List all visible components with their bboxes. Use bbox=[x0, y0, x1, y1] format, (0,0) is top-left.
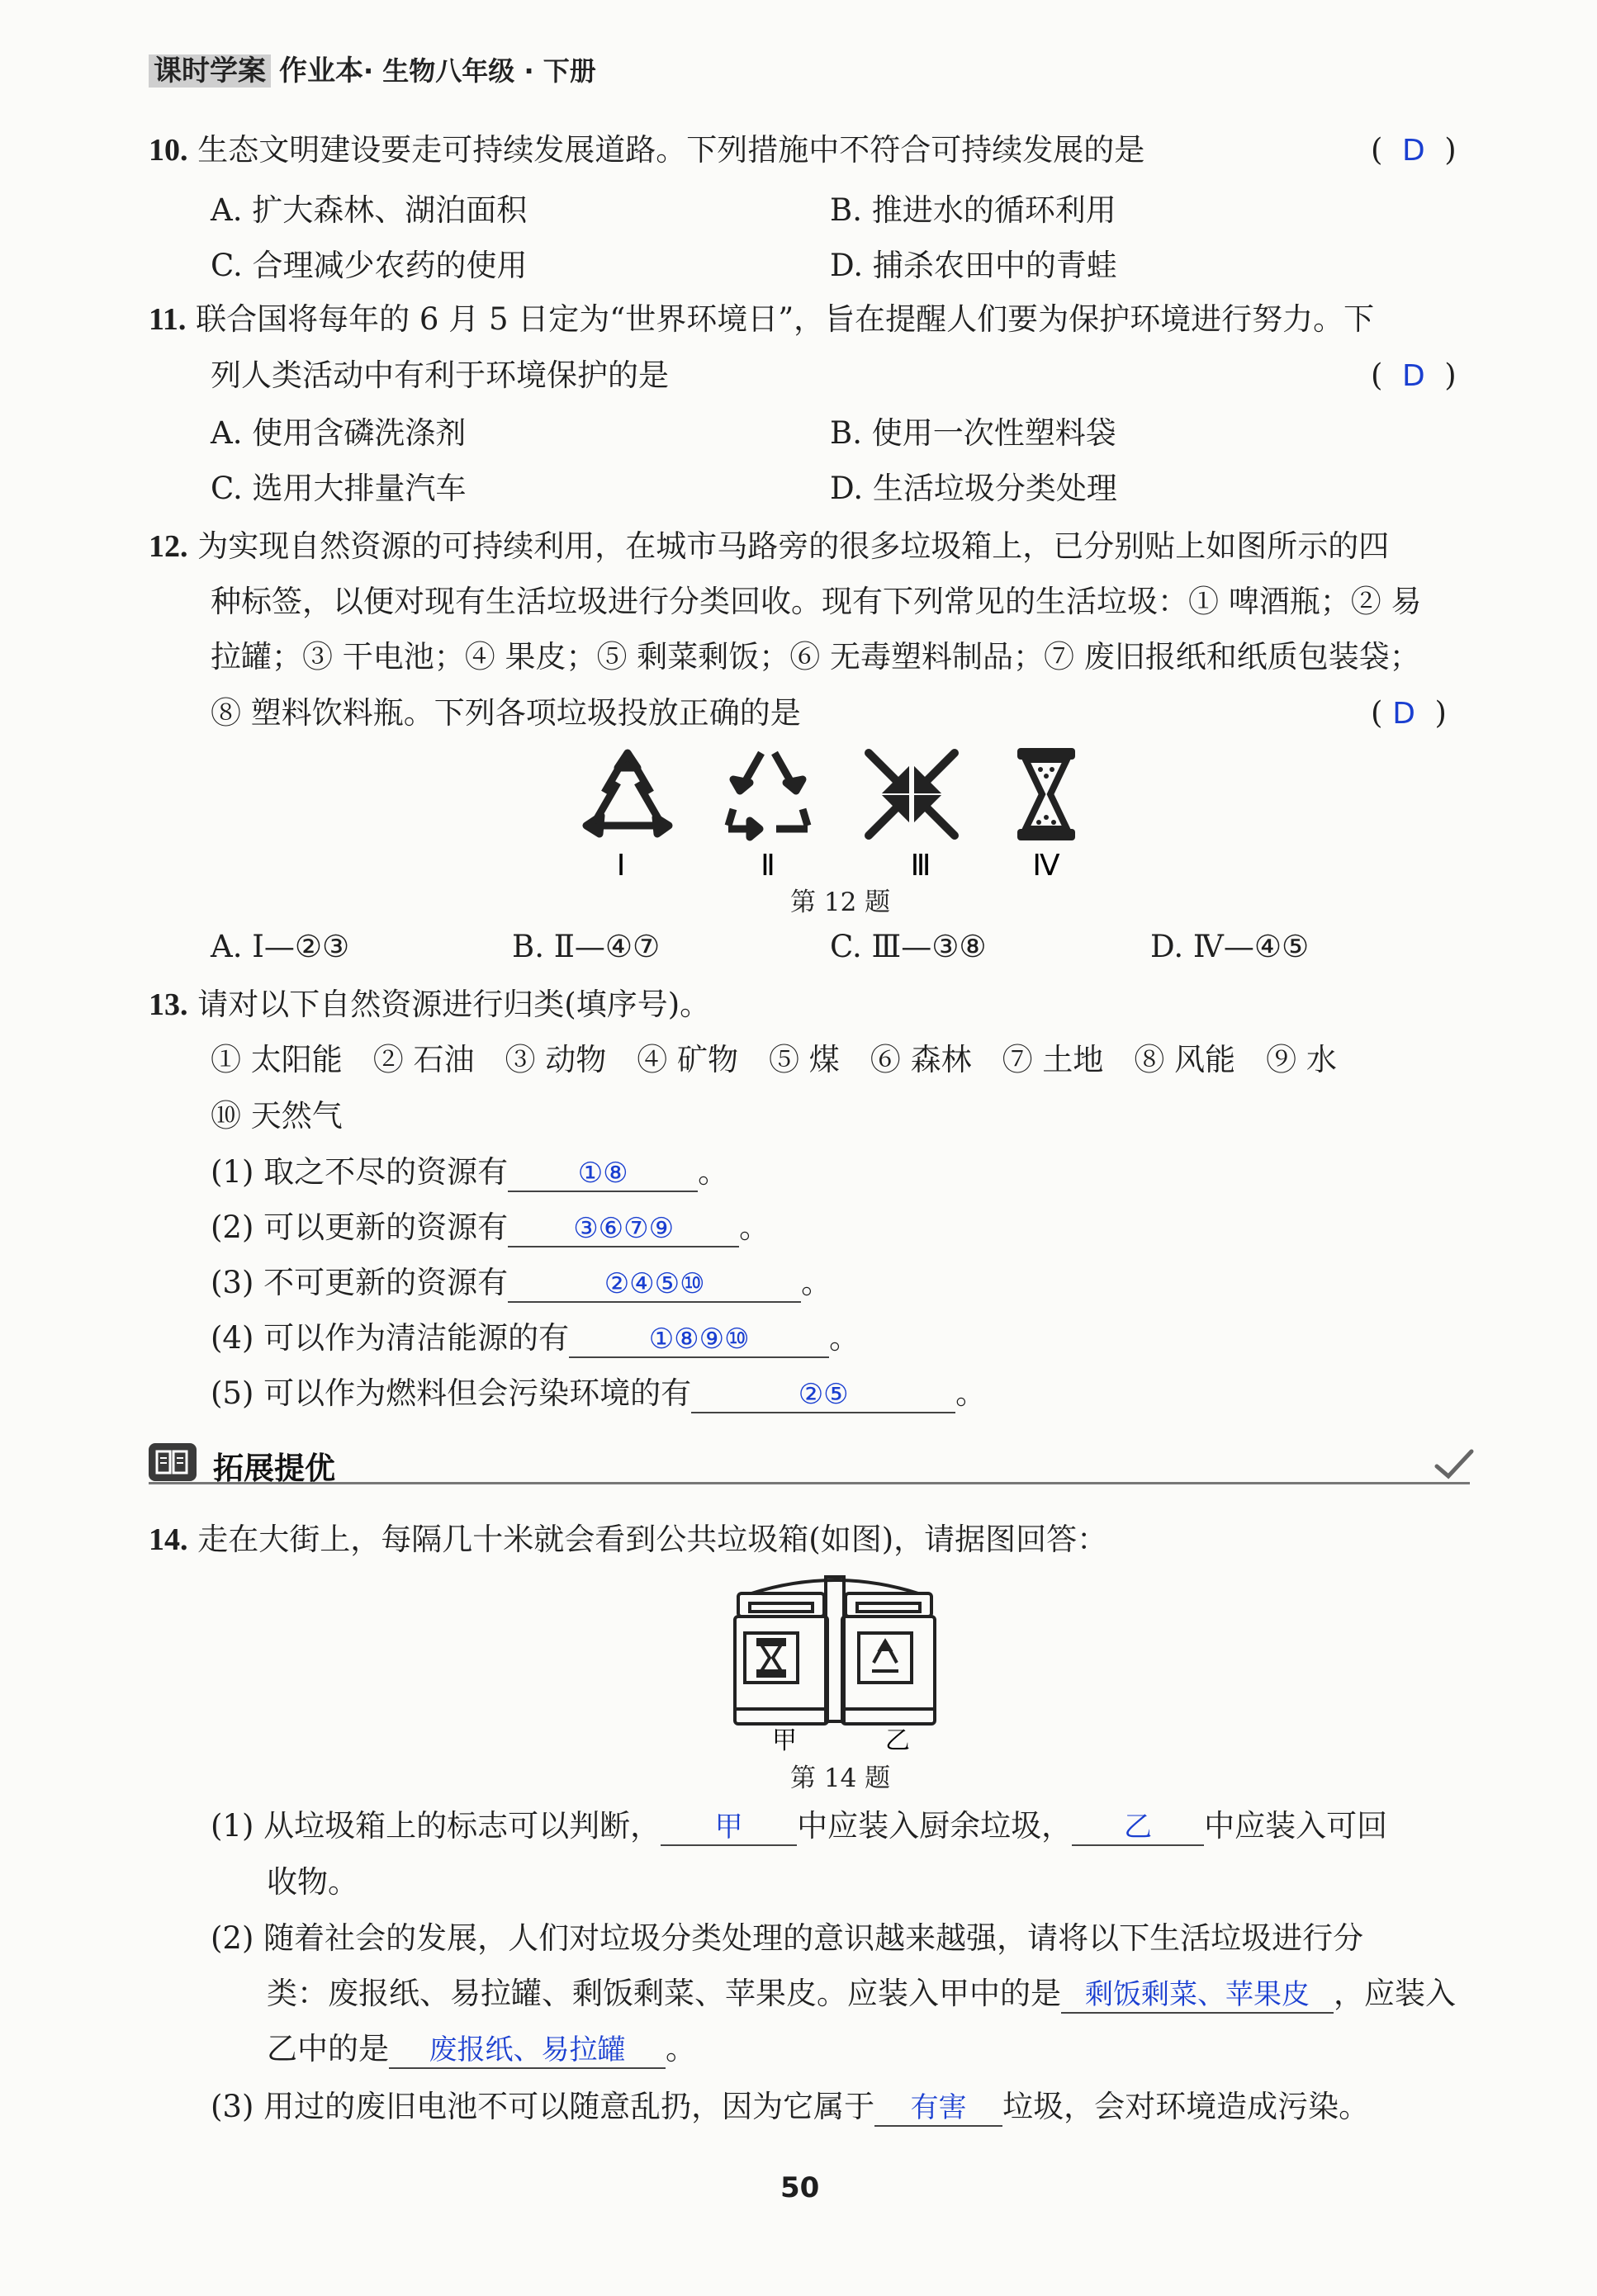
q13-items-1: ① 太阳能 ② 石油 ③ 动物 ④ 矿物 ⑤ 煤 ⑥ 森林 ⑦ 土地 ⑧ 风能 ⑨ 水 bbox=[211, 1042, 1337, 1077]
q13-sub-2-label: (2) 可以更新的资源有 bbox=[211, 1210, 509, 1245]
bin-yi bbox=[842, 1593, 935, 1724]
q14-sub-1-blank-1 bbox=[661, 1808, 797, 1846]
section-header bbox=[149, 1442, 1470, 1489]
q12-option-b: B. Ⅱ—④⑦ bbox=[512, 929, 661, 964]
q11-answer: D bbox=[1401, 359, 1425, 393]
q14-sub-1-c: 中应装入可回 bbox=[1204, 1808, 1388, 1844]
q13-sub-3-end: 。 bbox=[801, 1265, 832, 1300]
q13-sub-5-label: (5) 可以作为燃料但会污染环境的有 bbox=[211, 1375, 692, 1411]
q12-text-4: ⑧ 塑料饮料瓶。下列各项垃圾投放正确的是 bbox=[211, 695, 801, 731]
q12-answer: D bbox=[1392, 697, 1415, 731]
q12-text-1: 为实现自然资源的可持续利用，在城市马路旁的很多垃圾箱上，已分别贴上如图所示的四 bbox=[197, 528, 1390, 564]
q14-sub-2-line2 bbox=[267, 1976, 1456, 2014]
section-title: 拓展提优 bbox=[213, 1451, 335, 1486]
q14-sub-2-blank-2 bbox=[389, 2031, 666, 2069]
q13-sub-4 bbox=[211, 1320, 860, 1358]
q11-option-d: D. 生活垃圾分类处理 bbox=[830, 471, 1117, 506]
q13-sub-3-answer: ②④⑤⑩ bbox=[604, 1267, 705, 1300]
q11-stem-line1 bbox=[149, 301, 1374, 339]
q13-sub-1-blank bbox=[508, 1154, 698, 1192]
q13-sub-5-end: 。 bbox=[955, 1375, 987, 1411]
q14-sub-1-blank-2 bbox=[1072, 1808, 1204, 1846]
q11-option-c: C. 选用大排量汽车 bbox=[211, 471, 467, 506]
q11-number: 11. bbox=[149, 302, 187, 337]
q14-figure bbox=[727, 1569, 950, 1754]
q14-sub-2-e: 。 bbox=[666, 2031, 696, 2066]
q13-sub-5-blank bbox=[691, 1375, 955, 1413]
q12-number: 12. bbox=[149, 529, 188, 564]
q13-sub-2 bbox=[211, 1210, 770, 1247]
recycle-open-icon bbox=[728, 753, 808, 837]
q14-sub-2-answer-1: 剩饭剩菜、苹果皮 bbox=[1085, 1978, 1310, 2011]
q12-line1 bbox=[149, 528, 1389, 566]
q14-sub-1-line1 bbox=[211, 1808, 1387, 1846]
q12-option-d: D. Ⅳ—④⑤ bbox=[1150, 929, 1310, 964]
book-icon bbox=[149, 1443, 197, 1481]
q14-caption: 第 14 题 bbox=[790, 1763, 891, 1793]
q13-stem: 请对以下自然资源进行归类(填序号)。 bbox=[197, 987, 711, 1022]
q13-sub-3-label: (3) 不可更新的资源有 bbox=[211, 1265, 509, 1300]
q13-sub-1-end: 。 bbox=[698, 1154, 729, 1190]
recycle-closed-icon bbox=[586, 753, 669, 834]
q11-option-b: B. 使用一次性塑料袋 bbox=[830, 415, 1116, 451]
section-divider bbox=[149, 1482, 1470, 1484]
q13-stem-line bbox=[149, 987, 710, 1025]
q14-stem: 走在大街上，每隔几十米就会看到公共垃圾箱(如图)，请据图回答： bbox=[197, 1522, 1108, 1557]
recycle-icon bbox=[872, 1641, 898, 1671]
q12-label-2: Ⅱ bbox=[761, 849, 775, 882]
q14-sub-1-answer-2: 乙 bbox=[1124, 1811, 1153, 1844]
q13-sub-4-end: 。 bbox=[829, 1320, 860, 1356]
q14-sub-3 bbox=[211, 2089, 1369, 2127]
q14-sub-2-a: (2) 随着社会的发展，人们对垃圾分类处理的意识越来越强，请将以下生活垃圾进行分 bbox=[211, 1920, 1364, 1956]
q14-sub-1-b: 中应装入厨余垃圾， bbox=[797, 1808, 1073, 1844]
q10-option-c: C. 合理减少农药的使用 bbox=[211, 248, 528, 283]
header-brand: 课时学案 bbox=[149, 54, 271, 88]
q12-label-4: Ⅳ bbox=[1032, 849, 1060, 882]
page-number: 50 bbox=[780, 2171, 820, 2204]
bin-label-jia: 甲 bbox=[772, 1726, 797, 1754]
q14-stem-line bbox=[149, 1522, 1107, 1560]
q10-option-b: B. 推进水的循环利用 bbox=[830, 192, 1116, 228]
q14-sub-3-a: (3) 用过的废旧电池不可以随意乱扔，因为它属于 bbox=[211, 2089, 875, 2124]
q11-stem-1: 联合国将每年的 6 月 5 日定为“世界环境日”，旨在提醒人们要为保护环境进行努力。下 bbox=[196, 301, 1375, 337]
q14-sub-3-b: 垃圾，会对环境造成污染。 bbox=[1002, 2089, 1370, 2124]
q12-label-3: Ⅲ bbox=[910, 849, 931, 882]
q12-option-a: A. Ⅰ—②③ bbox=[211, 929, 350, 964]
q10-stem: 生态文明建设要走可持续发展道路。下列措施中不符合可持续发展的是 bbox=[197, 132, 1145, 168]
hourglass-icon bbox=[1017, 748, 1075, 840]
q13-sub-4-label: (4) 可以作为清洁能源的有 bbox=[211, 1320, 570, 1356]
q10-number: 10. bbox=[149, 133, 188, 168]
q14-sub-3-blank bbox=[874, 2089, 1002, 2127]
bin-label-yi: 乙 bbox=[885, 1726, 910, 1754]
q13-sub-2-answer: ③⑥⑦⑨ bbox=[573, 1212, 675, 1245]
q13-number: 13. bbox=[149, 987, 188, 1022]
q14-sub-2-blank-1 bbox=[1061, 1976, 1334, 2014]
q12-label-1: Ⅰ bbox=[616, 849, 626, 882]
q10-option-d: D. 捕杀农田中的青蛙 bbox=[830, 248, 1117, 283]
q11-stem-2: 列人类活动中有利于环境保护的是 bbox=[211, 357, 669, 393]
q12-caption: 第 12 题 bbox=[790, 888, 891, 917]
q13-sub-5 bbox=[211, 1375, 986, 1413]
q11-option-a: A. 使用含磷洗涤剂 bbox=[211, 415, 467, 451]
q14-sub-2-d: 乙中的是 bbox=[267, 2031, 389, 2066]
q10-stem-line bbox=[149, 132, 1144, 170]
q12-figure bbox=[570, 743, 1131, 883]
q13-sub-1-answer: ①⑧ bbox=[577, 1157, 628, 1190]
q14-sub-2-c: ，应装入 bbox=[1334, 1976, 1456, 2011]
q14-sub-2-line3 bbox=[267, 2031, 696, 2069]
q10-option-a: A. 扩大森林、湖泊面积 bbox=[211, 192, 528, 228]
q14-number: 14. bbox=[149, 1522, 188, 1557]
q13-sub-2-blank bbox=[508, 1210, 739, 1247]
q12-option-c: C. Ⅲ—③⑧ bbox=[830, 929, 987, 964]
q13-sub-2-end: 。 bbox=[739, 1210, 770, 1245]
q13-sub-1 bbox=[211, 1154, 728, 1192]
q13-sub-1-label: (1) 取之不尽的资源有 bbox=[211, 1154, 509, 1190]
header-subtitle: · 生物八年级 · 下册 bbox=[363, 55, 596, 87]
q14-sub-1-a: (1) 从垃圾箱上的标志可以判断， bbox=[211, 1808, 661, 1844]
q13-sub-3-blank bbox=[508, 1265, 801, 1303]
q14-sub-2-answer-2: 废报纸、易拉罐 bbox=[429, 2033, 626, 2066]
q13-sub-3 bbox=[211, 1265, 832, 1303]
q10-answer: D bbox=[1401, 134, 1425, 168]
q14-sub-2-b: 类：废报纸、易拉罐、剩饭剩菜、苹果皮。应装入甲中的是 bbox=[267, 1976, 1061, 2011]
q12-answer-paren: ( D ) bbox=[1371, 695, 1447, 731]
checkmark-icon bbox=[1434, 1448, 1475, 1481]
q10-answer-paren: ( D ) bbox=[1371, 132, 1457, 168]
page-header bbox=[149, 48, 596, 88]
q12-text-2: 种标签，以便对现有生活垃圾进行分类回收。现有下列常见的生活垃圾：① 啤酒瓶；② 易 bbox=[211, 584, 1422, 619]
q11-answer-paren: ( D ) bbox=[1371, 357, 1457, 393]
q12-text-3: 拉罐；③ 干电池；④ 果皮；⑤ 剩菜剩饭；⑥ 无毒塑料制品；⑦ 废旧报纸和纸质包装袋； bbox=[211, 639, 1420, 675]
q13-sub-4-blank bbox=[569, 1320, 829, 1358]
header-title: 作业本 bbox=[279, 54, 363, 88]
bin-jia bbox=[735, 1593, 827, 1724]
q13-items-2: ⑩ 天然气 bbox=[211, 1098, 343, 1134]
hourglass-icon bbox=[758, 1640, 784, 1676]
q13-sub-4-answer: ①⑧⑨⑩ bbox=[648, 1323, 750, 1356]
crossed-arrows-icon bbox=[869, 753, 955, 836]
q13-sub-5-answer: ②⑤ bbox=[798, 1378, 849, 1411]
q14-sub-1-answer-1: 甲 bbox=[714, 1811, 743, 1844]
q14-sub-1-d: 收物。 bbox=[267, 1864, 358, 1900]
q14-sub-3-answer: 有害 bbox=[910, 2091, 967, 2124]
